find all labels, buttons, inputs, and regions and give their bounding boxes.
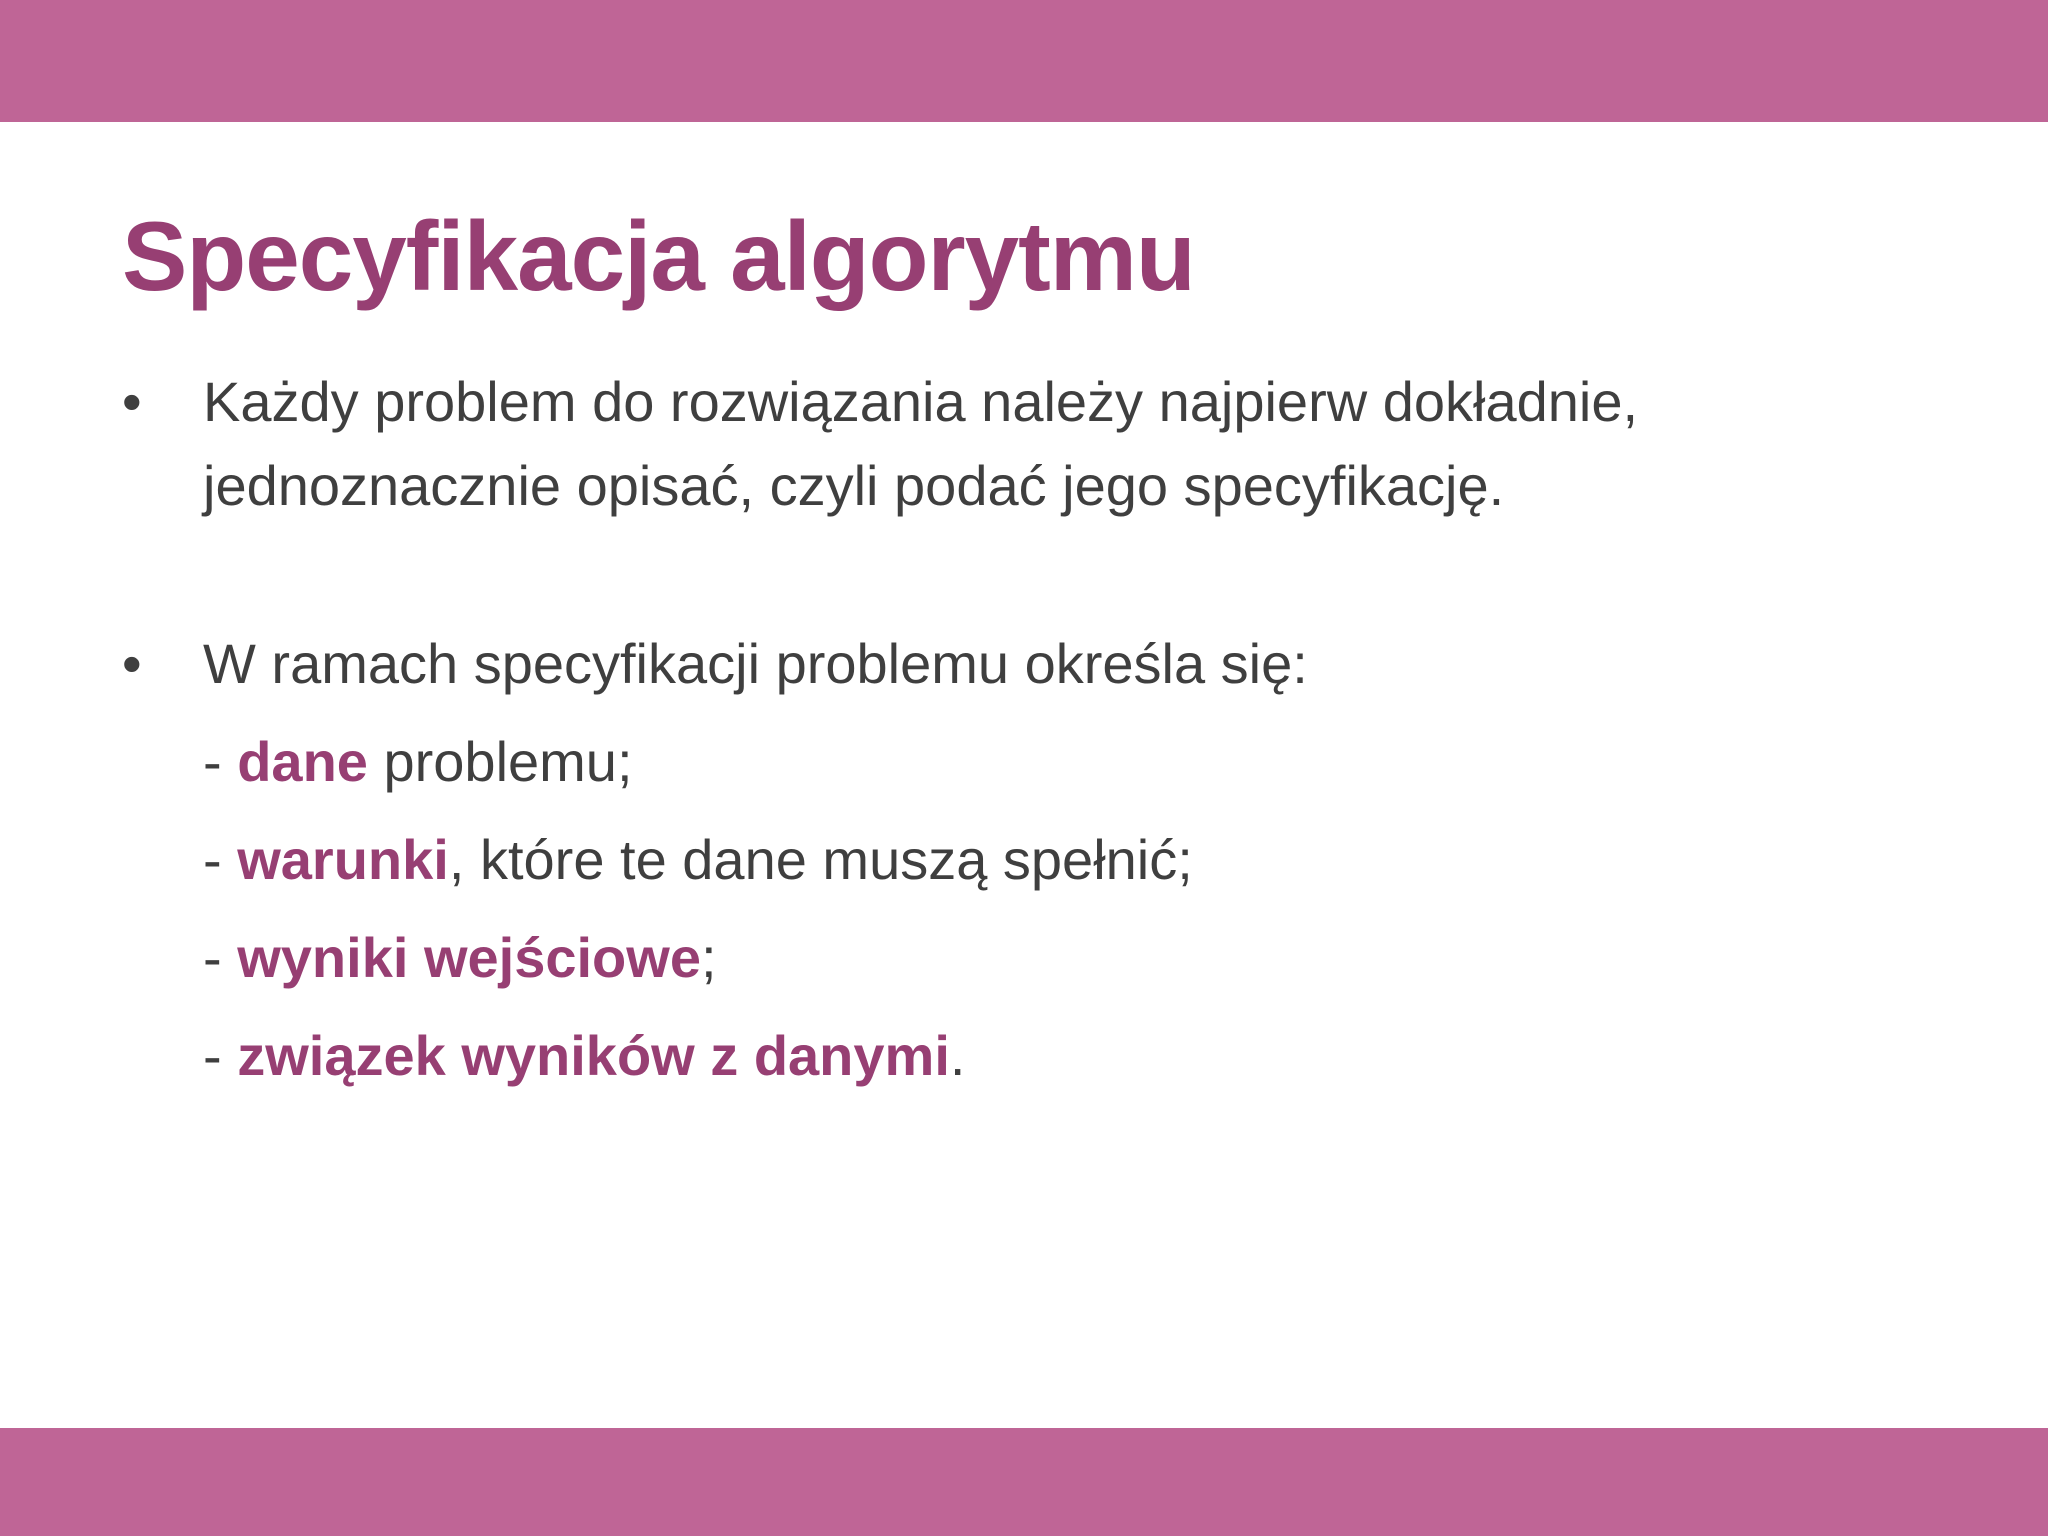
list-item [203, 818, 1193, 902]
top-band [0, 0, 2048, 122]
item-highlight: wyniki wejściowe [237, 926, 701, 989]
bullet-text: Każdy problem do rozwiązania należy najpierw dokładnie, jednoznacznie opisać, czyli podać jego specyfikację. [203, 370, 1639, 517]
list-item [203, 1014, 965, 1098]
item-prefix: - [203, 730, 238, 793]
bottom-band [0, 1428, 2048, 1536]
item-highlight: dane [237, 730, 368, 793]
item-rest: problemu; [367, 730, 633, 793]
item-prefix: - [203, 926, 238, 989]
list-item [203, 916, 717, 1000]
list-item [203, 720, 633, 804]
item-prefix: - [203, 1024, 238, 1087]
item-rest: . [949, 1024, 966, 1087]
bullet-text: W ramach specyfikacji problemu określa się: [203, 632, 1308, 695]
item-highlight: związek wyników z danymi [237, 1024, 950, 1087]
slide-title: Specyfikacja algorytmu [122, 201, 1195, 311]
item-rest: ; [700, 926, 717, 989]
bullet-marker: • [122, 632, 142, 695]
item-rest: , które te dane muszą spełnić; [448, 828, 1193, 891]
bullet-marker: • [122, 370, 142, 433]
item-highlight: warunki [237, 828, 449, 891]
item-prefix: - [203, 828, 238, 891]
